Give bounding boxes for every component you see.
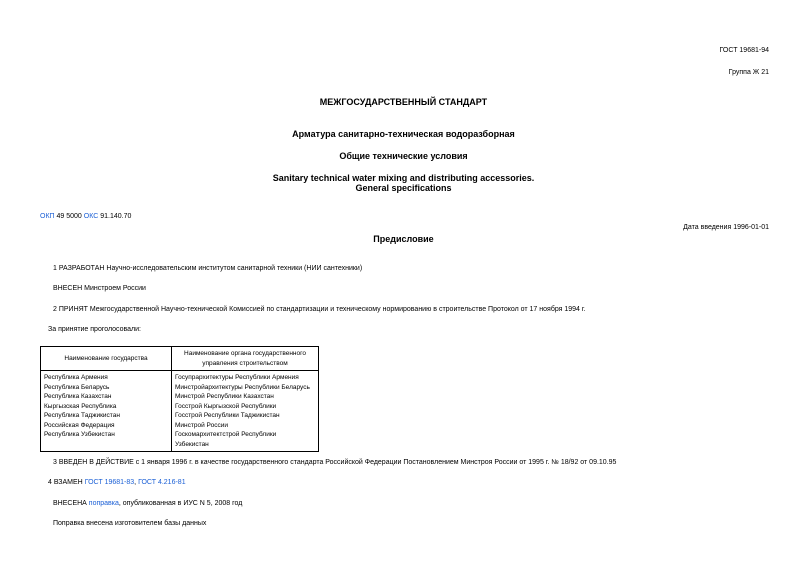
- replaces-label: 4 ВЗАМЕН: [48, 479, 83, 486]
- body-name: Госупрархитектуры Республики Армения: [175, 374, 299, 381]
- amendment-link[interactable]: поправка: [88, 500, 119, 507]
- preface-item-4: [48, 479, 186, 486]
- standard-type-heading: МЕЖГОСУДАРСТВЕННЫЙ СТАНДАРТ: [319, 97, 488, 107]
- table-cell-bodies: [172, 371, 319, 452]
- table-header-row: [41, 347, 319, 371]
- preface-item-2: 2 ПРИНЯТ Межгосударственной Научно-технической Комиссией по стандартизации и техническому нормированию в строительстве Протокол от 17 ноября 1994 г.: [53, 306, 586, 313]
- standard-title-en-line2: General specifications: [355, 183, 452, 193]
- state-name: Республика Узбекистан: [44, 431, 115, 438]
- amendment-suffix: , опубликованная в ИУС N 5, 2008 год: [118, 500, 243, 507]
- state-name: Республика Таджикистан: [44, 412, 120, 419]
- standard-subtitle-ru: Общие технические условия: [339, 151, 468, 161]
- separator: ,: [134, 479, 137, 486]
- amendment-prefix: ВНЕСЕНА: [53, 500, 87, 507]
- voting-states-table: [40, 346, 319, 452]
- oks-value: 91.140.70: [100, 213, 132, 220]
- preface-item-1: 1 РАЗРАБОТАН Научно-исследовательским институтом санитарной техники (НИИ сантехники): [53, 265, 363, 272]
- state-name: Республика Беларусь: [44, 383, 110, 391]
- body-name: Госстрой Кыргызской Республики: [175, 402, 277, 410]
- body-name: Госкомархитектстрой Республики Узбекистан: [175, 431, 277, 448]
- state-name: Республика Казахстан: [44, 393, 112, 400]
- standard-title-ru: Арматура санитарно-техническая водоразборная: [292, 129, 515, 139]
- gost-19681-83-link[interactable]: ГОСТ 19681-83: [84, 479, 135, 486]
- okp-value: 49 5000: [56, 213, 82, 220]
- state-name: Республика Армения: [44, 374, 108, 381]
- state-name: Российская Федерация: [44, 421, 115, 429]
- table-cell-states: [41, 371, 172, 452]
- gost-4-216-81-link[interactable]: ГОСТ 4.216-81: [138, 479, 186, 486]
- state-name: Кыргызская Республика: [44, 402, 117, 410]
- body-name: Минстрой России: [175, 421, 228, 429]
- document-code: ГОСТ 19681-94: [719, 47, 769, 54]
- okp-link[interactable]: ОКП: [40, 213, 55, 220]
- standard-title-en-line1: Sanitary technical water mixing and distributing accessories.: [272, 173, 535, 183]
- table-header-body: Наименование органа государственного управления строительством: [172, 347, 319, 371]
- amendment-note: Поправка внесена изготовителем базы данных: [53, 520, 207, 527]
- voted-label: За принятие проголосовали:: [48, 326, 141, 333]
- preface-introduced: ВНЕСЕН Минстроем России: [53, 285, 146, 292]
- amendment-line: [53, 500, 242, 507]
- table-header-state: Наименование государства: [41, 347, 172, 371]
- preface-item-3: 3 ВВЕДЕН В ДЕЙСТВИЕ с 1 января 1996 г. в качестве государственного стандарта Российской Федерации Постановлением Минстроя России от 1995 г. № 18/92 от 09.10.95: [53, 459, 617, 466]
- document-group: Группа Ж 21: [728, 69, 769, 76]
- body-name: Минстрой Республики Казахстан: [175, 393, 274, 400]
- oks-link[interactable]: ОКС: [83, 213, 99, 220]
- effective-date: Дата введения 1996-01-01: [683, 224, 769, 231]
- body-name: Госстрой Республики Таджикистан: [175, 412, 280, 419]
- body-name: Минстройархитектуры Республики Беларусь: [175, 383, 310, 391]
- preface-heading: Предисловие: [373, 234, 434, 244]
- classification-codes: [40, 213, 131, 220]
- table-row: [41, 371, 319, 452]
